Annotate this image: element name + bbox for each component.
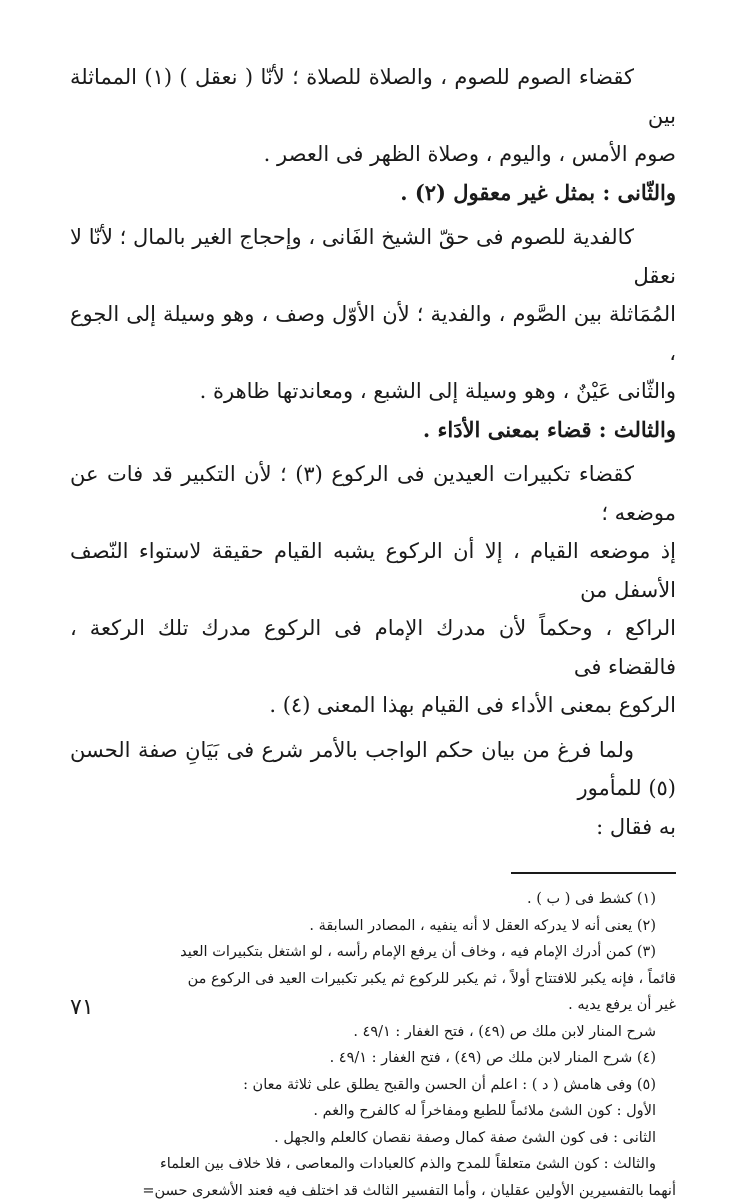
footnote-divider bbox=[511, 872, 676, 874]
footnote-5-second-meaning: الثانى : فى كون الشئ صفة كمال وصفة نقصان كالعلم والجهل . bbox=[274, 1129, 656, 1146]
paragraph-fidya: كالفدية للصوم فى حقّ الشيخ الفَانى ، وإحجاج الغير بالمال ؛ لأنّا لا نعقل المُمَاثلة بين الصَّوم ، والفدية ؛ لأن الأوّل وصف ، وهو وسيلة إلى الجوع ، والثّانى عَيْنٌ ، وهو وسيلة إلى الشبع ، ومعاندتها ظاهرة . bbox=[70, 225, 676, 403]
footnote-3: (٣) كمن أدرك الإمام فيه ، وخاف أن يرفع الإمام رأسه ، لو اشتغل بتكبيرات العيد قائماً ، فإنه يكبر للافتتاح أولاً ، ثم يكبر للركوع ثم يكبر تكبيرات العيد فى الركوع من غير أن يرفع يديه . bbox=[180, 944, 676, 1013]
footnote-5-first-meaning: الأول : كون الشئ ملائماً للطبع ومفاخراً له كالفرح والغم . bbox=[313, 1103, 656, 1119]
paragraph-qada-sawm: كقضاء الصوم للصوم ، والصلاة للصلاة ؛ لأنّا ( نعقل ) (١) المماثلة بين صوم الأمس ، واليوم ، وصلاة الظهر فى العصر . bbox=[70, 65, 676, 166]
footnote-2: (٢) يعنى أنه لا يدركه العقل لا أنه ينفيه ، المصادر السابقة . bbox=[309, 917, 656, 934]
page-number: ٧١ bbox=[70, 995, 94, 1020]
paragraph-sifat-hasan: ولما فرغ من بيان حكم الواجب بالأمر شرع فى بَيَانِ صفة الحسن (٥) للمأمور به فقال : bbox=[70, 737, 676, 839]
book-page bbox=[70, 58, 677, 1199]
heading-second-type: والثّانى : بمثل غير معقول (٢) . bbox=[400, 179, 676, 205]
heading-third-type: والثالث : قضاء بمعنى الأدَاء . bbox=[422, 416, 676, 442]
footnote-4: (٤) شرح المنار لابن ملك ص (٤٩) ، فتح الغفار : ٤٩/١ . bbox=[329, 1050, 656, 1066]
footnote-5: (٥) وفى هامش ( د ) : اعلم أن الحسن والقبح يطلق على ثلاثة معان : bbox=[243, 1076, 656, 1093]
paragraph-takbirat-eid: كقضاء تكبيرات العيدين فى الركوع (٣) ؛ لأن التكبير قد فات عن موضعه ؛ إذ موضعه القيام ، إلا أن الركوع يشبه القيام حقيقة لاستواء النّصف الأسفل من الراكع ، وحكماً لأن مدرك الإمام فى الركوع مدرك تلك الركعة ، فالقضاء فى الركوع بمعنى الأداء فى القيام بهذا المعنى (٤) . bbox=[70, 462, 677, 717]
footnote-5-third-meaning: والثالث : كون الشئ متعلقاً للمدح والذم كالعبادات والمعاصى ، فلا خلاف بين العلماء أنهما بالتفسيرين الأولين عقليان ، وأما التفسير الثالث قد اختلف فيه فعند الأشعرى حسن= bbox=[142, 1156, 676, 1199]
footnotes bbox=[70, 886, 676, 1204]
main-text bbox=[70, 58, 676, 846]
footnote-1: (١) كشط فى ( ب ) . bbox=[527, 891, 656, 907]
footnote-3-source: شرح المنار لابن ملك ص (٤٩) ، فتح الغفار : ٤٩/١ . bbox=[353, 1023, 656, 1040]
